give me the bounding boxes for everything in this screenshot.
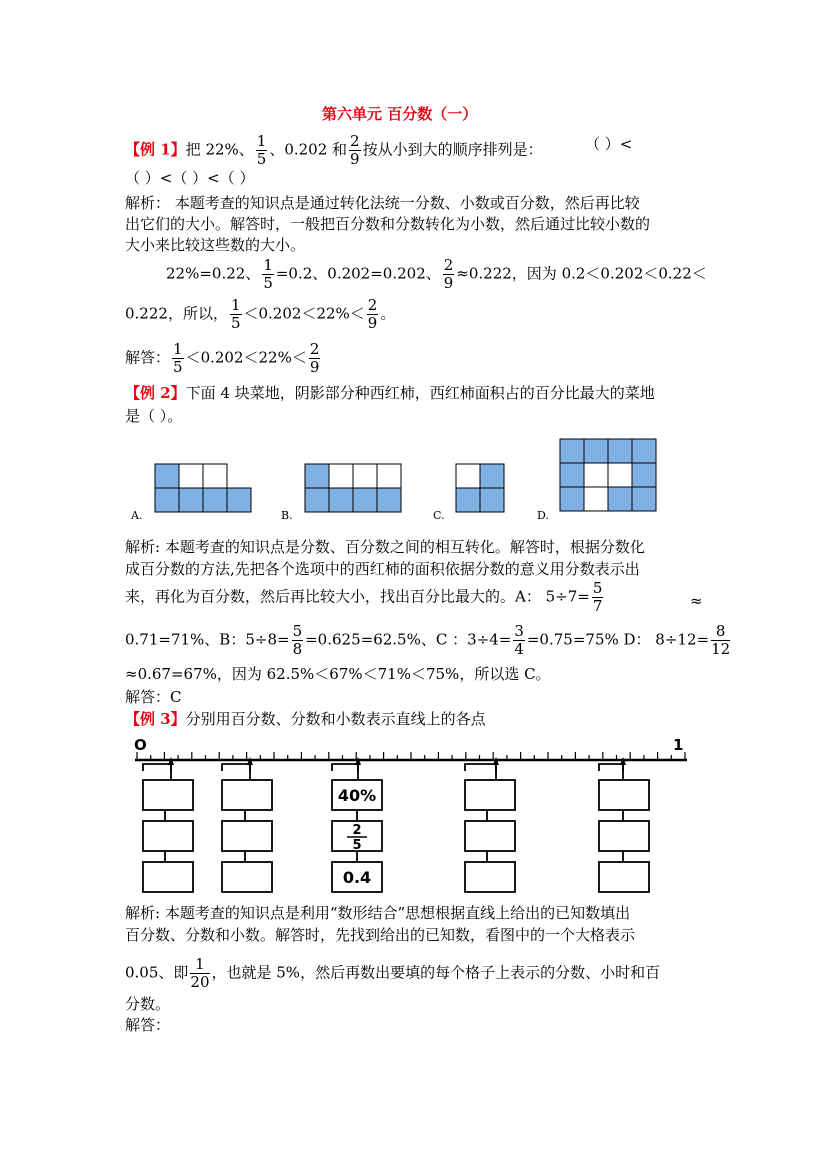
fraction-two-ninths: $\frac{2}{9}$ [443,256,454,292]
example-2-question-line-2: 是（ ）。 [125,407,183,425]
ex3-analysis-line-1: 解析: 本题考查的知识点是利用“数形结合”思想根据直线上给出的已知数填出 [125,904,631,922]
plot-b [305,464,401,512]
given-fraction-numerator: 2 [352,823,362,838]
ex1-calc-line-1: 22%=0.22、 $\frac{1}{5}$ =0.2、0.202=0.202、 $\frac{2}{9}$ ≈0.222，因为 0.2＜0.202＜0.22＜ [166,256,707,292]
blank-box [465,862,515,892]
blank-box [465,780,515,810]
ex3-analysis-line-4: 分数。 [125,995,171,1013]
ex1-calc-line-2: 0.222，所以， $\frac{1}{5}$ ＜0.202＜22%＜ $\frac{2}{9}$ 。 [125,296,396,332]
blank-box [599,862,649,892]
ex3-analysis-line-3: 0.05、即 $\frac{1}{20}$ ，也就是 5%，然后再数出要填的每个格子上表示的分数、小时和百 [125,955,661,991]
example-1-tag: 【例 1】 [125,140,186,159]
fraction-two-ninths: $\frac{2}{9}$ [309,340,320,376]
plot-c-label: C. [433,509,445,522]
number-line-figure [125,733,695,898]
blank-box [599,780,649,810]
one-label: 1 [673,736,684,754]
fraction-one-fifth: $\frac{1}{5}$ [256,132,267,168]
blank-box [222,821,272,851]
plot-a [155,464,251,512]
blank-box [599,821,649,851]
example-3-tag: 【例 3】 [125,710,186,728]
ex1-blank-row: （ ）<（ ）<（ ） [125,169,255,187]
fraction-two-ninths: $\frac{2}{9}$ [350,132,360,168]
fraction-three-fourths: $\frac{3}{4}$ [514,622,524,658]
plot-c [456,464,504,512]
example-1-question [125,133,543,168]
ex2-analysis-line-3: 来，再化为百分数，然后再比较大小，找出百分比最大的。A： 5÷7= $\frac{5}{7}$ [125,579,603,615]
ex2-analysis-line-4: 0.71=71%、B：5÷8= $\frac{5}{8}$ =0.625=62.5%、C ：3÷4= $\frac{3}{4}$ =0.75=75% D： 8÷12= $\frac{8}{12}$ [125,622,731,658]
fraction-five-sevenths: $\frac{5}{7}$ [592,579,603,615]
plot-d [560,439,656,511]
ex1-analysis-line-2: 出它们的大小。解答时，一般把百分数和分数转化为小数，然后通过比较小数的 [125,215,651,233]
ex1-analysis-line-1: 解析： 本题考查的知识点是通过转化法统一分数、小数或百分数，然后再比较 [125,194,640,212]
blank-box [222,862,272,892]
given-decimal: 0.4 [342,868,372,887]
plot-b-label: B. [281,509,293,522]
blank-box [143,862,193,892]
plot-a-label: A. [131,509,143,522]
given-fraction-denominator: 5 [352,838,362,853]
example-3-question: 【例 3】分别用百分数、分数和小数表示直线上的各点 [125,710,486,728]
ex2-answer: 解答：C [125,688,182,706]
ex1-answer: 解答： $\frac{1}{5}$ ＜0.202＜22%＜ $\frac{2}{9}$ [125,340,320,376]
ex2-analysis-line-1: 解析: 本题考查的知识点是分数、百分数之间的相互转化。解答时，根据分数化 [125,538,645,556]
garden-plots-figure [0,430,827,530]
blank-box [465,821,515,851]
given-percent: 40% [337,786,377,805]
plot-d-label: D. [537,509,549,522]
page-title: 第六单元 百分数（一） [322,105,478,123]
blank-box [222,780,272,810]
ex1-blank-1: （ ）< [585,135,633,153]
ex2-analysis-line-2: 成百分数的方法,先把各个选项中的西红柿的面积依据分数的意义用分数表示出 [125,560,640,578]
fraction-two-ninths: $\frac{2}{9}$ [367,296,378,332]
ex2-approx-sign: ≈ [690,592,703,610]
blank-box [143,780,193,810]
fraction-five-eighths: $\frac{5}{8}$ [292,622,303,658]
ex1-q-a: 把 22%、 [185,140,254,159]
ex3-answer: 解答： [125,1016,171,1034]
ex3-analysis-line-2: 百分数、分数和小数。解答时，先找到给出的已知数，看图中的一个大格表示 [125,926,636,944]
fraction-eight-twelfths: $\frac{8}{12}$ [711,622,731,658]
number-line-ticks [137,752,685,760]
ex1-q-c: 按从小到大的顺序排列是： [362,140,543,159]
ex1-q-b: 、0.202 和 [269,140,348,159]
ex1-analysis-line-3: 大小来比较这些数的大小。 [125,236,306,254]
example-2-tag: 【例 2】 [125,384,186,402]
origin-label: O [134,736,147,754]
fraction-one-fifth: $\frac{1}{5}$ [173,340,183,376]
blank-box [143,821,193,851]
fraction-one-twentieth: $\frac{1}{20}$ [190,955,210,991]
example-2-question: 【例 2】下面 4 块菜地，阴影部分种西红柿，西红柿面积占的百分比最大的菜地 [125,384,655,402]
fraction-one-fifth: $\frac{1}{5}$ [230,296,241,332]
ex2-analysis-line-5: ≈0.67=67%，因为 62.5%＜67%＜71%＜75%，所以选 C。 [125,665,551,683]
fraction-one-fifth: $\frac{1}{5}$ [263,256,273,292]
